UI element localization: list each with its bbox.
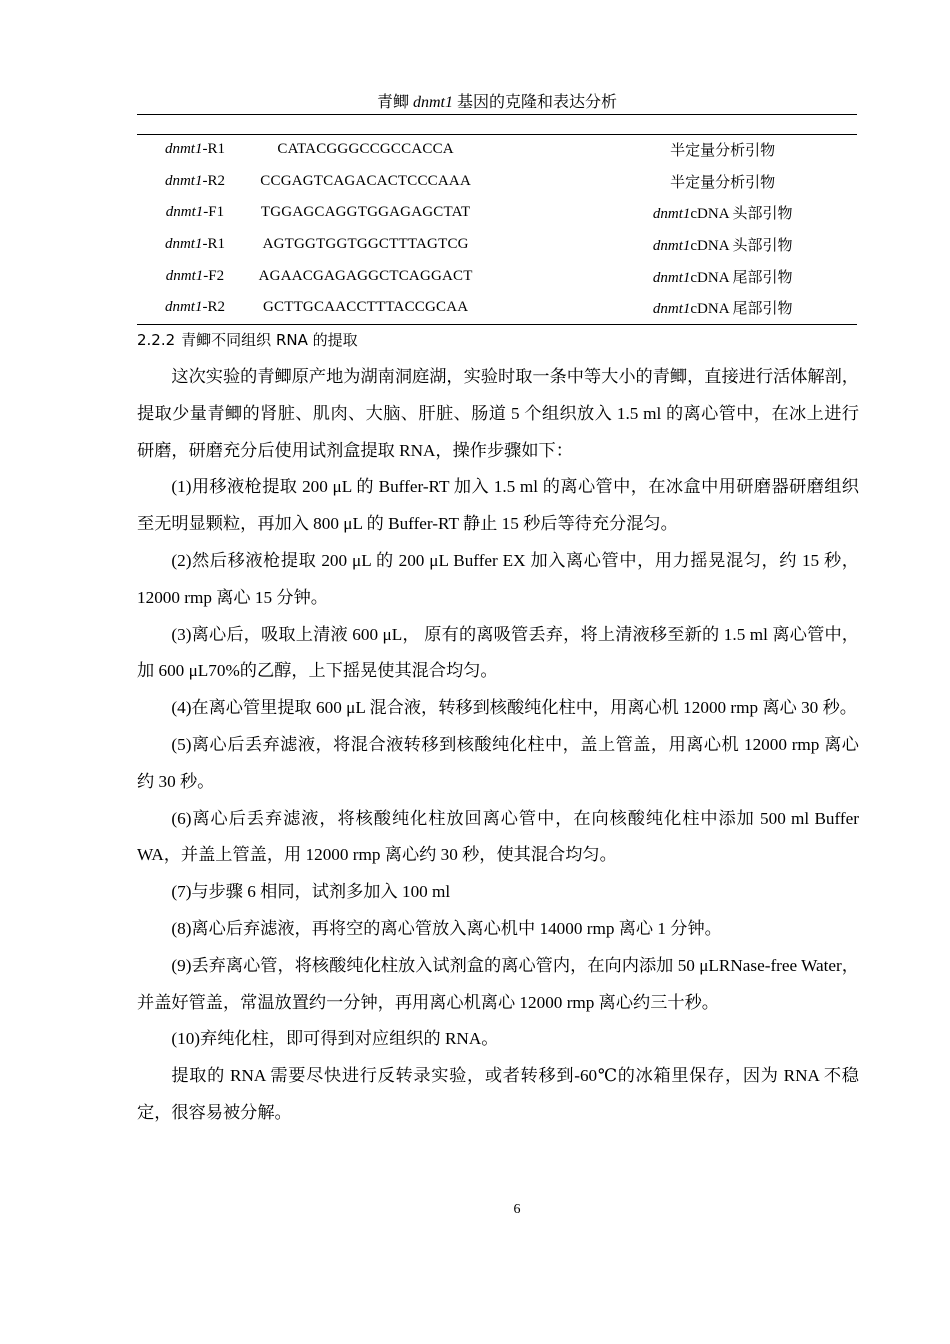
primer-use: cDNA 头部引物 [690, 206, 793, 223]
table-row [137, 292, 857, 324]
paragraph: (9)丢弃离心管，将核酸纯化柱放入试剂盒的离心管内，在向内添加 50 μLRNase-free Water，并盖好管盖，常温放置约一分钟，再用离心机离心 12000 rmp 离心约三十秒。 [137, 955, 859, 1012]
paragraph: (4)在离心管里提取 600 μL 混合液，转移到核酸纯化柱中，用离心机 12000 rmp 离心 30 秒。 [171, 698, 857, 718]
section-heading [137, 328, 857, 352]
primer-use-cell [478, 260, 857, 292]
section-title: 青鲫不同组织 RNA 的提取 [181, 331, 358, 349]
primer-sequence: AGAACGAGAGGCTCAGGACT [258, 267, 473, 284]
paragraph: (10)弃纯化柱，即可得到对应组织的 RNA。 [171, 1029, 499, 1049]
primer-suffix: -R1 [202, 141, 225, 158]
primer-gene: dnmt1 [165, 267, 204, 284]
primer-sequence: CATACGGGCCGCCACCA [277, 141, 454, 158]
primer-use-gene: dnmt1 [652, 269, 691, 286]
paragraph: 这次实验的青鲫原产地为湖南洞庭湖，实验时取一条中等大小的青鲫，直接进行活体解剖，提取少量青鲫的肾脏、肌肉、大脑、肝脏、肠道 5 个组织放入 1.5 ml 的离心管中，在冰上进行研磨，研磨充分后使用试剂盒提取 RNA，操作步骤如下： [137, 367, 859, 460]
primer-name-cell [137, 292, 253, 324]
primer-use: cDNA 头部引物 [690, 238, 793, 255]
primer-gene: dnmt1 [164, 141, 203, 158]
primer-suffix: -R1 [202, 236, 225, 253]
primer-sequence: GCTTGCAACCTTTACCGCAA [262, 299, 469, 316]
primer-gene: dnmt1 [164, 299, 203, 316]
table-row [137, 197, 857, 229]
primer-suffix: -F2 [203, 267, 225, 284]
paragraph: 提取的 RNA 需要尽快进行反转录实验，或者转移到-60℃的冰箱里保存，因为 RNA 不稳定，很容易被分解。 [137, 1066, 859, 1122]
primer-use-cell [478, 292, 857, 324]
paragraph: (8)离心后弃滤液，再将空的离心管放入离心机中 14000 rmp 离心 1 分钟。 [171, 918, 722, 938]
table-bottom-rule [137, 324, 857, 325]
header-title-gene: dnmt1 [413, 94, 453, 111]
primer-table-body [137, 134, 857, 324]
paragraph: (6)离心后丢弃滤液，将核酸纯化柱放回离心管中，在向核酸纯化柱中添加 500 ml Buffer WA，并盖上管盖，用 12000 rmp 离心约 30 秒，使其混合均匀。 [137, 808, 859, 865]
paragraph: (2)然后移液枪提取 200 μL 的 200 μL Buffer EX 加入离心管中，用力摇晃混匀，约 15 秒，12000 rmp 离心 15 分钟。 [137, 550, 859, 607]
primer-gene: dnmt1 [164, 172, 203, 189]
primer-name-cell [137, 134, 253, 166]
paragraph: (1)用移液枪提取 200 μL 的 Buffer-RT 加入 1.5 ml 的离心管中，在冰盒中用研磨器研磨组织至无明显颗粒，再加入 800 μL 的 Buffer-RT 静止 15 秒后等待充分混匀。 [137, 477, 859, 534]
primer-gene: dnmt1 [164, 236, 203, 253]
running-header [137, 92, 857, 114]
primer-sequence: AGTGGTGGTGGCTTTAGTCG [262, 236, 469, 253]
primer-suffix: -R2 [202, 172, 225, 189]
header-rule [137, 114, 857, 115]
table-row [137, 166, 857, 198]
primer-name-cell [137, 166, 253, 198]
header-title-prefix: 青鲫 [376, 94, 413, 111]
primer-sequence: CCGAGTCAGACACTCCCAAA [260, 172, 471, 189]
paragraph: (7)与步骤 6 相同，试剂多加入 100 ml [171, 882, 451, 902]
primer-suffix: -F1 [203, 204, 225, 221]
primer-use-gene: dnmt1 [652, 238, 691, 255]
primer-suffix: -R2 [202, 299, 225, 316]
primer-use-cell [478, 197, 857, 229]
primer-use: cDNA 尾部引物 [690, 269, 793, 286]
primer-name-cell [137, 260, 253, 292]
body-text [137, 359, 859, 1132]
primer-table [137, 134, 857, 324]
primer-sequence: TGGAGCAGGTGGAGAGCTAT [260, 204, 471, 221]
table-row [137, 229, 857, 261]
primer-use-cell [478, 134, 857, 166]
primer-use-cell [478, 166, 857, 198]
table-row [137, 134, 857, 166]
primer-use: 半定量分析引物 [670, 143, 776, 160]
primer-use: cDNA 尾部引物 [690, 301, 793, 318]
primer-use-cell [478, 229, 857, 261]
primer-use-gene: dnmt1 [652, 206, 691, 223]
paragraph: (5)离心后丢弃滤液，将混合液转移到核酸纯化柱中，盖上管盖，用离心机 12000 rmp 离心约 30 秒。 [137, 734, 859, 791]
primer-use-gene: dnmt1 [652, 301, 691, 318]
primer-name-cell [137, 229, 253, 261]
primer-name-cell [137, 197, 253, 229]
paragraph: (3)离心后，吸取上清液 600 μL， 原有的离吸管丢弃，将上清液移至新的 1.5 ml 离心管中，加 600 μL70%的乙醇，上下摇晃使其混合均匀。 [137, 624, 859, 681]
header-title-suffix: 基因的克隆和表达分析 [453, 94, 618, 111]
section-number: 2.2.2 [137, 331, 176, 349]
page-number: 6 [513, 1202, 521, 1217]
primer-gene: dnmt1 [165, 204, 204, 221]
table-row [137, 260, 857, 292]
primer-use: 半定量分析引物 [670, 174, 776, 191]
